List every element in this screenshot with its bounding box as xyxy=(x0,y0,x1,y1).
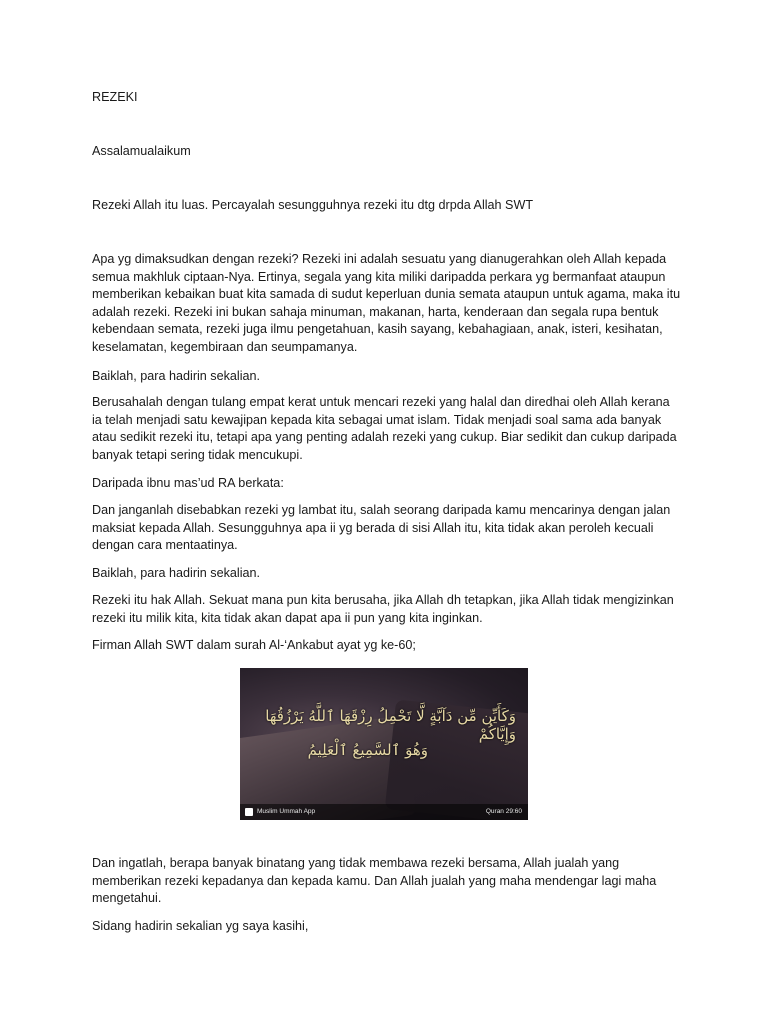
verse-reference: Quran 29:60 xyxy=(485,808,522,815)
paragraph-address-2: Baiklah, para hadirin sekalian. xyxy=(92,566,261,580)
arabic-verse-line-1: وَكَأَيِّن مِّن دَآبَّةٍ لَّا تَحْمِلُ رِزْقَهَا ٱللَّهُ يَرْزُقُهَا وَإِيَّاكُمْ xyxy=(265,707,516,743)
paragraph-verse-intro: Firman Allah SWT dalam surah Al-‘Ankabut ayat yg ke-60; xyxy=(92,638,416,652)
paragraph-effort: Berusahalah dengan tulang empat kerat untuk mencari rezeki yang halal dan diredhai oleh Allah kerana ia telah menjadi satu kewajipan kepada kita sebagai umat islam. Tidak menjadi soal sama ada banyak atau sedikit rezeki itu, tetapi apa yang penting adalah rezeki yang cukup. Biar sedikit dan cukup daripada banyak tetapi sering tidak mencukupi. xyxy=(92,395,677,462)
paragraph-closing: Sidang hadirin sekalian yg saya kasihi, xyxy=(92,919,309,933)
paragraph-hadith-intro: Daripada ibnu mas’ud RA berkata: xyxy=(92,476,284,490)
app-logo-icon xyxy=(245,808,253,816)
paragraph-translation: Dan ingatlah, berapa banyak binatang yang tidak membawa rezeki bersama, Allah jualah yang memberikan rezeki kepadanya dan kepada kamu. Dan Allah jualah yang maha mendengar lagi maha mengetahui. xyxy=(92,856,657,906)
greeting: Assalamualaikum xyxy=(92,144,191,158)
paragraph-rights: Rezeki itu hak Allah. Sekuat mana pun kita berusaha, jika Allah dh tetapkan, jika Allah tidak mengizinkan rezeki itu milik kita, kita tidak akan dapat apa ii pun yang kita inginkan. xyxy=(92,593,674,625)
paragraph-hadith: Dan janganlah disebabkan rezeki yg lambat itu, salah seorang daripada kamu mencarinya dengan jalan maksiat kepada Allah. Sesungguhnya apa ii yg berada di sisi Allah itu, kita tidak akan peroleh kecuali dengan cara mentaatinya. xyxy=(92,503,671,553)
paragraph-intro: Rezeki Allah itu luas. Percayalah sesungguhnya rezeki itu dtg drpda Allah SWT xyxy=(92,198,534,212)
paragraph-definition: Apa yg dimaksudkan dengan rezeki? Rezeki ini adalah sesuatu yang dianugerahkan oleh Allah kepada semua makhluk ciptaan-Nya. Ertinya, segala yang kita miliki daripadda perkara yg bermanfaat ataupun memberikan kebaikan buat kita samada di sudut keperluan dunia semata ataupun untuk agama, maka itu adalah rezeki. Rezeki ini bukan sahaja minuman, makanan, harta, kenderaan dan segala rupa bentuk kebendaan semata, rezeki juga ilmu pengetahuan, kasih sayang, kebahagiaan, anak, isteri, kesihatan, keselamatan, kegembiraan dan seumpamanya. xyxy=(92,252,681,354)
document-title: REZEKI xyxy=(92,90,138,104)
app-label: Muslim Ummah App xyxy=(257,808,316,815)
paragraph-address-1: Baiklah, para hadirin sekalian. xyxy=(92,369,261,383)
image-caption-bar xyxy=(240,804,528,820)
arabic-verse-line-2: وَهُوَ ٱلسَّمِيعُ ٱلْعَلِيمُ xyxy=(307,741,428,759)
quran-verse-image xyxy=(240,668,528,820)
